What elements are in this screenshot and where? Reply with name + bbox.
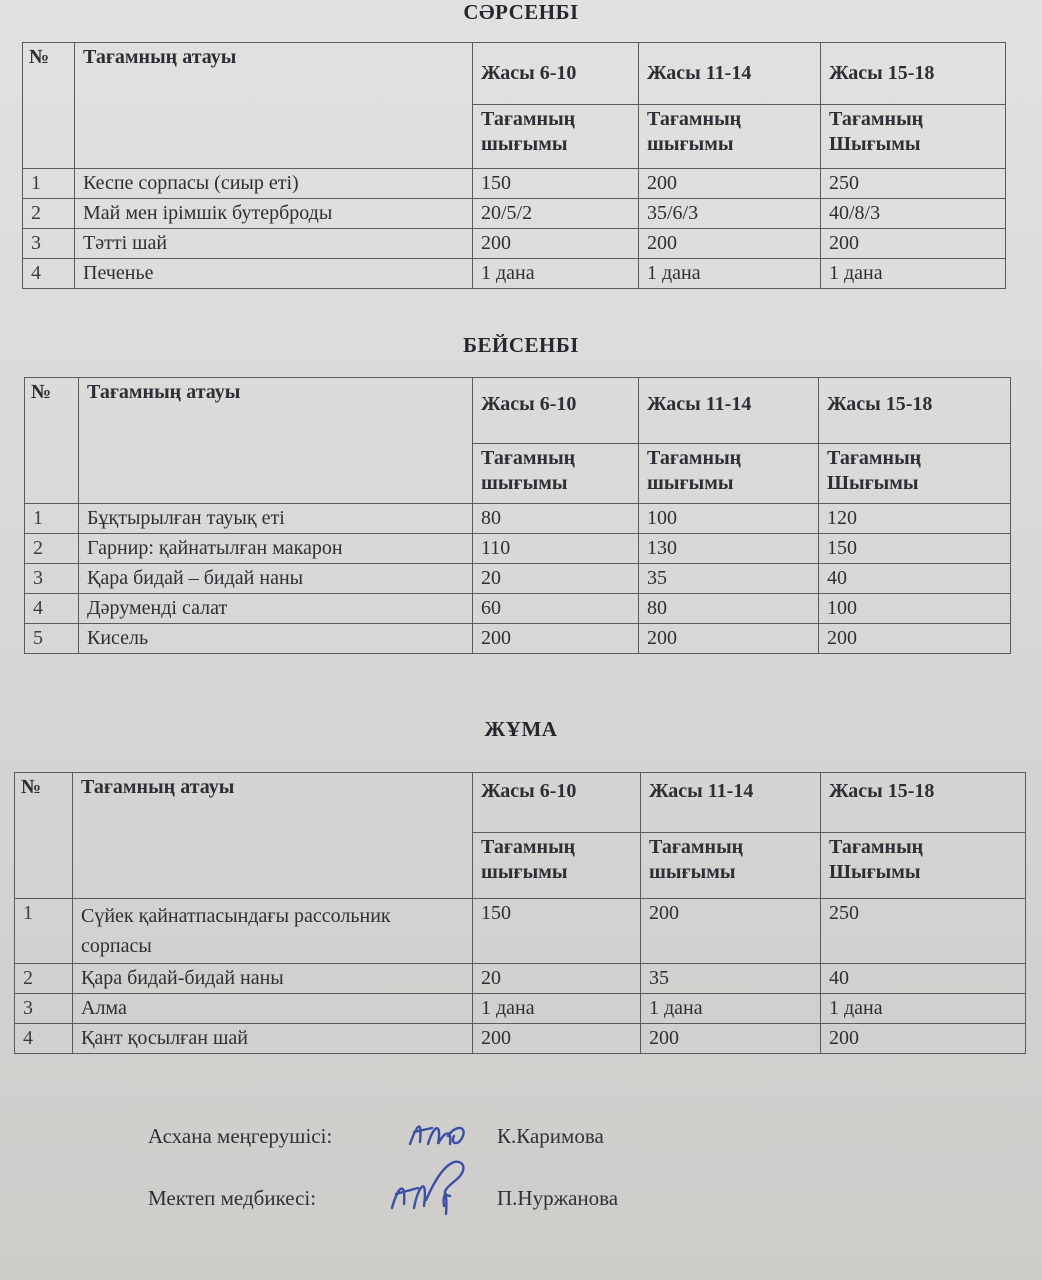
table-row [25, 594, 1011, 624]
col-header-num: № [23, 43, 75, 169]
signature-row-canteen-head [0, 1118, 1042, 1158]
col-header-age: Жасы 6-10 [473, 773, 641, 833]
col-header-age: Жасы 6-10 [473, 43, 639, 105]
menu-table-thursday [24, 377, 1011, 654]
dish-name: Сүйек қайнатпасындағы рассольник сорпасы [73, 899, 473, 964]
col-header-yield: Тағамның шығымы [473, 105, 639, 169]
portion-value: 100 [639, 504, 819, 534]
dish-name: Дәруменді салат [79, 594, 473, 624]
dish-name: Қара бидай-бидай наны [73, 964, 473, 994]
portion-value: 130 [639, 534, 819, 564]
row-number: 2 [15, 964, 73, 994]
portion-value: 200 [473, 624, 639, 654]
col-header-age: Жасы 11-14 [641, 773, 821, 833]
col-header-age: Жасы 15-18 [821, 773, 1026, 833]
dish-name: Печенье [75, 259, 473, 289]
portion-value: 200 [639, 624, 819, 654]
row-number: 2 [25, 534, 79, 564]
portion-value: 200 [639, 229, 821, 259]
signature-role: Мектеп медбикесі: [148, 1186, 317, 1210]
portion-value: 1 дана [821, 994, 1026, 1024]
dish-name: Май мен ірімшік бутерброды [75, 199, 473, 229]
table-row [25, 504, 1011, 534]
day-title-wednesday: СӘРСЕНБІ [463, 0, 579, 24]
portion-value: 110 [473, 534, 639, 564]
dish-name: Қант қосылған шай [73, 1024, 473, 1054]
col-header-dish-name: Тағамның атауы [73, 773, 473, 899]
handwritten-signature-icon [404, 1114, 474, 1156]
dish-name: Гарнир: қайнатылған макарон [79, 534, 473, 564]
portion-value: 250 [821, 899, 1026, 964]
col-header-age: Жасы 15-18 [819, 378, 1011, 444]
table-row [23, 229, 1006, 259]
row-number: 4 [23, 259, 75, 289]
portion-value: 20 [473, 964, 641, 994]
portion-value: 20 [473, 564, 639, 594]
col-header-dish-name: Тағамның атауы [79, 378, 473, 504]
portion-value: 1 дана [641, 994, 821, 1024]
portion-value: 35/6/3 [639, 199, 821, 229]
portion-value: 20/5/2 [473, 199, 639, 229]
dish-name: Тәтті шай [75, 229, 473, 259]
row-number: 1 [25, 504, 79, 534]
table-row [15, 994, 1026, 1024]
table-row [25, 564, 1011, 594]
col-header-num: № [25, 378, 79, 504]
portion-value: 200 [473, 1024, 641, 1054]
col-header-dish-name: Тағамның атауы [75, 43, 473, 169]
portion-value: 150 [819, 534, 1011, 564]
signature-row-school-nurse [0, 1176, 1042, 1226]
portion-value: 40 [821, 964, 1026, 994]
signature-name: П.Нуржанова [497, 1186, 619, 1210]
row-number: 4 [15, 1024, 73, 1054]
portion-value: 1 дана [473, 259, 639, 289]
col-header-yield: Тағамның шығымы [473, 444, 639, 504]
row-number: 3 [23, 229, 75, 259]
dish-name: Қара бидай – бидай наны [79, 564, 473, 594]
portion-value: 40/8/3 [821, 199, 1006, 229]
portion-value: 200 [821, 229, 1006, 259]
col-header-age: Жасы 6-10 [473, 378, 639, 444]
portion-value: 250 [821, 169, 1006, 199]
row-number: 4 [25, 594, 79, 624]
portion-value: 35 [639, 564, 819, 594]
dish-name: Кеспе сорпасы (сиыр еті) [75, 169, 473, 199]
col-header-yield: Тағамның шығымы [641, 833, 821, 899]
col-header-yield: Тағамның шығымы [639, 444, 819, 504]
portion-value: 40 [819, 564, 1011, 594]
portion-value: 35 [641, 964, 821, 994]
portion-value: 1 дана [473, 994, 641, 1024]
portion-value: 200 [639, 169, 821, 199]
signature-role: Асхана меңгерушісі: [148, 1124, 333, 1148]
portion-value: 120 [819, 504, 1011, 534]
col-header-yield: Тағамның Шығымы [821, 833, 1026, 899]
col-header-age: Жасы 11-14 [639, 378, 819, 444]
table-row [25, 624, 1011, 654]
row-number: 3 [25, 564, 79, 594]
table-row [15, 964, 1026, 994]
handwritten-signature-icon [384, 1156, 474, 1226]
portion-value: 200 [819, 624, 1011, 654]
row-number: 1 [23, 169, 75, 199]
portion-value: 1 дана [639, 259, 821, 289]
portion-value: 60 [473, 594, 639, 624]
portion-value: 80 [473, 504, 639, 534]
table-row [15, 899, 1026, 964]
row-number: 2 [23, 199, 75, 229]
table-row [23, 259, 1006, 289]
col-header-yield: Тағамның шығымы [473, 833, 641, 899]
portion-value: 150 [473, 899, 641, 964]
col-header-age: Жасы 11-14 [639, 43, 821, 105]
portion-value: 150 [473, 169, 639, 199]
dish-name: Бұқтырылған тауық еті [79, 504, 473, 534]
portion-value: 200 [641, 1024, 821, 1054]
row-number: 3 [15, 994, 73, 1024]
table-row [15, 1024, 1026, 1054]
portion-value: 1 дана [821, 259, 1006, 289]
dish-name: Алма [73, 994, 473, 1024]
signature-name: К.Каримова [497, 1124, 604, 1148]
col-header-age: Жасы 15-18 [821, 43, 1006, 105]
portion-value: 100 [819, 594, 1011, 624]
day-title-friday: ЖҰМА [484, 717, 558, 741]
dish-name: Кисель [79, 624, 473, 654]
col-header-yield: Тағамның Шығымы [819, 444, 1011, 504]
menu-table-friday [14, 772, 1026, 1054]
row-number: 1 [15, 899, 73, 964]
menu-table-wednesday [22, 42, 1006, 289]
col-header-yield: Тағамның шығымы [639, 105, 821, 169]
table-row [23, 199, 1006, 229]
portion-value: 80 [639, 594, 819, 624]
portion-value: 200 [821, 1024, 1026, 1054]
day-title-thursday: БЕЙСЕНБІ [463, 333, 579, 357]
table-row [23, 169, 1006, 199]
col-header-yield: Тағамның Шығымы [821, 105, 1006, 169]
portion-value: 200 [641, 899, 821, 964]
col-header-num: № [15, 773, 73, 899]
table-row [25, 534, 1011, 564]
portion-value: 200 [473, 229, 639, 259]
row-number: 5 [25, 624, 79, 654]
